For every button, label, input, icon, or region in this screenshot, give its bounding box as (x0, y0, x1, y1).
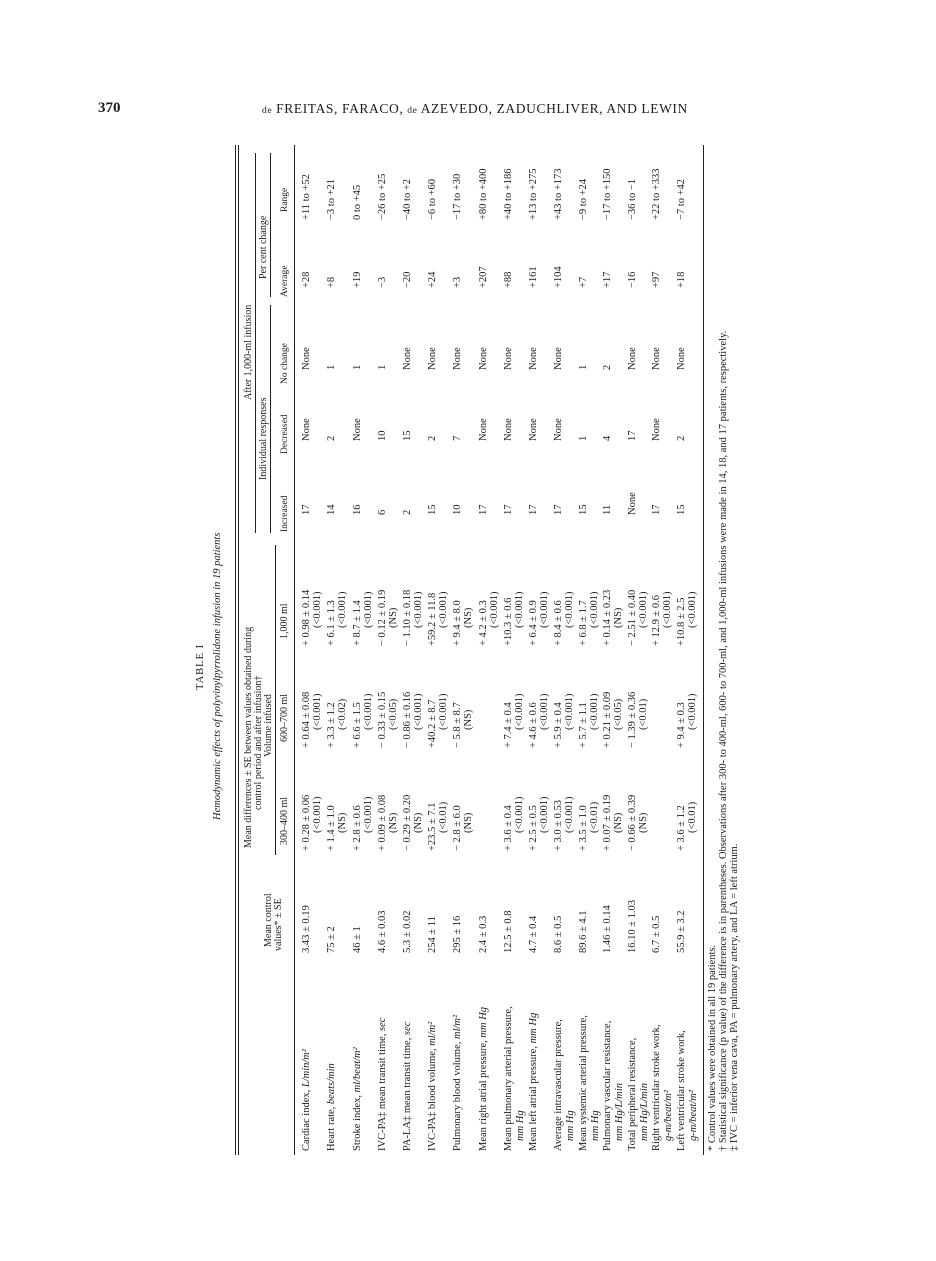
running-head-part: de (407, 106, 418, 116)
vol-300-cell: − 2.8 ± 6.0 (452, 805, 463, 851)
range-cell: +11 to +52 (301, 174, 312, 220)
decreased-header: Decreased (280, 414, 290, 454)
decreased-cell: None (651, 418, 662, 441)
average-cell: +24 (427, 271, 438, 288)
row-unit: ml/m² (427, 1021, 438, 1046)
decreased-cell: 1 (578, 435, 589, 441)
per-cent-change-header: Per cent change (258, 215, 269, 279)
decreased-cell: 2 (427, 435, 438, 441)
row-label-text: Left ventricular stroke work, (676, 1030, 687, 1151)
vol-300-cell: + 2.5 ± 0.5 (528, 805, 539, 851)
p-value-cell: (<0.001) (638, 591, 649, 628)
average-cell: +104 (553, 266, 564, 288)
increased-cell: 6 (377, 509, 388, 515)
row-unit: g-m/beat/m² (688, 1090, 699, 1141)
increased-cell: 2 (402, 509, 413, 515)
p-value-cell: (<0.001) (363, 796, 374, 833)
row-label-text: Heart rate, (326, 1104, 337, 1151)
no-change-cell: None (427, 347, 438, 370)
vol-300-header: 300–400 ml (279, 796, 290, 845)
row-label (578, 1015, 602, 1151)
control-cell: 295 ± 16 (452, 915, 463, 953)
p-value-cell: (<0.001) (687, 591, 698, 628)
average-cell: +97 (651, 271, 662, 288)
increased-cell: 17 (478, 504, 489, 515)
running-head (262, 101, 688, 117)
p-value-cell: (<0.05) (388, 698, 399, 730)
row-label-text: PA-LA‡ mean transit time, (402, 1035, 413, 1151)
table-label: TABLE I (195, 643, 206, 690)
row-unit: mm Hg/L/min (614, 1082, 625, 1141)
per-cent-rule (270, 153, 271, 297)
vol-300-cell: − 0.29 ± 0.20 (402, 794, 413, 851)
p-value-cell: (NS) (388, 607, 399, 628)
decreased-cell: None (478, 418, 489, 441)
decreased-cell: 7 (452, 435, 463, 441)
control-cell: 46 ± 1 (352, 926, 363, 953)
increased-header: Increased (280, 495, 290, 532)
no-change-cell: 1 (352, 364, 363, 370)
average-cell: +3 (452, 276, 463, 288)
mean-control-header-2: values* ± SE (273, 898, 284, 951)
no-change-cell: None (676, 347, 687, 370)
average-cell: +7 (578, 276, 589, 288)
vol-1000-cell: +59.2 ± 11.8 (427, 592, 438, 646)
vol-600-cell: − 0.33 ± 0.15 (377, 691, 388, 748)
p-value-cell: (<0.001) (363, 591, 374, 628)
vol-1000-cell: +10.3 ± 0.6 (503, 597, 514, 646)
row-label (452, 1015, 464, 1151)
row-unit: mm Hg (515, 1110, 526, 1141)
mean-control-header-1: Mean control (263, 893, 274, 947)
vol-1000-cell: + 6.4 ± 0.9 (528, 600, 539, 646)
p-value-cell: (<0.001) (514, 693, 525, 730)
p-value-cell: (<0.001) (514, 591, 525, 628)
p-value-cell: (NS) (388, 812, 399, 833)
vol-600-cell: + 7.4 ± 0.4 (503, 702, 514, 748)
range-header: Range (280, 187, 290, 212)
row-label (478, 1007, 490, 1151)
individual-responses-header: Individual responses (258, 397, 269, 480)
p-value-cell: (<0.001) (564, 591, 575, 628)
p-value-cell: (NS) (613, 812, 624, 833)
table-title: Hemodynamic effects of polyvinylpyrrolidone infusion in 19 patients (212, 532, 223, 820)
vol-300-cell: + 3.6 ± 1.2 (676, 805, 687, 851)
row-label (528, 1013, 540, 1151)
running-head-part: AZEVEDO, ZADUCHLIVER, AND LEWIN (417, 101, 688, 116)
increased-cell: 14 (326, 504, 337, 515)
row-unit: mm Hg (478, 1006, 489, 1038)
p-value-cell: (<0.001) (564, 796, 575, 833)
increased-cell: 17 (528, 504, 539, 515)
vol-600-cell: − 1.39 ± 0.36 (627, 691, 638, 748)
decreased-cell: None (553, 418, 564, 441)
row-unit: mm Hg (528, 1012, 539, 1044)
p-value-cell: (<0.001) (539, 591, 550, 628)
vol-300-cell: + 0.28 ± 0.06 (301, 794, 312, 851)
vol-1000-cell: + 8.7 ± 1.4 (352, 600, 363, 646)
no-change-header: No change (280, 343, 290, 384)
row-label (503, 1006, 527, 1151)
p-value-cell: (<0.001) (413, 693, 424, 730)
p-value-cell: (<0.01) (589, 801, 600, 833)
p-value-cell: (<0.001) (438, 591, 449, 628)
control-cell: 254 ± 11 (427, 916, 438, 953)
range-cell: −36 to −1 (627, 178, 638, 220)
vol-600-cell: +40.2 ± 8.7 (427, 699, 438, 748)
no-change-cell: 2 (602, 364, 613, 370)
row-label-text: Mean right atrial pressure, (478, 1037, 489, 1151)
average-cell: +17 (602, 271, 613, 288)
vol-600-cell: − 0.86 ± 0.16 (402, 691, 413, 748)
decreased-cell: None (503, 418, 514, 441)
row-label (377, 1018, 389, 1151)
average-cell: +19 (352, 271, 363, 288)
average-cell: +161 (528, 266, 539, 288)
decreased-cell: 2 (326, 435, 337, 441)
range-cell: +13 to +275 (528, 168, 539, 220)
volume-rule (275, 545, 276, 855)
row-label-text: Pulmonary blood volume, (452, 1039, 463, 1151)
row-unit: mm Hg/L/min (639, 1082, 650, 1141)
range-cell: −40 to +2 (402, 178, 413, 220)
volume-infused-header: Volume infused (263, 694, 274, 757)
p-value-cell: (NS) (463, 812, 474, 833)
vol-300-cell: + 0.07 ± 0.19 (602, 794, 613, 851)
footnote-1: * Control values were obtained in all 19 patients. (707, 944, 718, 1151)
average-cell: −3 (377, 276, 388, 288)
vol-600-cell: + 0.64 ± 0.08 (301, 691, 312, 748)
top-double-rule (235, 145, 239, 1155)
vol-600-cell: − 5.8 ± 8.7 (452, 702, 463, 748)
rotated-table (195, 145, 755, 1155)
increased-cell: None (627, 492, 638, 515)
vol-300-cell: + 3.5 ± 1.0 (578, 805, 589, 851)
row-label (352, 1047, 364, 1151)
decreased-cell: None (301, 418, 312, 441)
p-value-cell: (<0.001) (413, 591, 424, 628)
row-label (553, 1019, 577, 1151)
p-value-cell: (<0.001) (589, 693, 600, 730)
no-change-cell: None (478, 347, 489, 370)
row-label-text: Mean pulmonary arterial pressure, (503, 1006, 514, 1151)
vol-300-cell: − 0.66 ± 0.39 (627, 794, 638, 851)
control-cell: 12.5 ± 0.8 (503, 910, 514, 953)
row-label-text: IVC-PA‡ blood volume, (427, 1045, 438, 1151)
row-label-text: Pulmonary vascular resistance, (602, 1020, 613, 1151)
decreased-cell: 10 (377, 430, 388, 441)
range-cell: −17 to +30 (452, 173, 463, 220)
p-value-cell: (NS) (463, 607, 474, 628)
row-label (627, 1038, 651, 1151)
vol-600-cell: + 9.4 ± 0.3 (676, 702, 687, 748)
range-cell: +80 to +400 (478, 168, 489, 220)
p-value-cell: (NS) (463, 709, 474, 730)
control-cell: 2.4 ± 0.3 (478, 915, 489, 953)
vol-600-cell: + 6.6 ± 1.5 (352, 702, 363, 748)
vol-1000-cell: +10.8 ± 2.5 (676, 597, 687, 646)
vol-300-cell: + 2.8 ± 0.6 (352, 805, 363, 851)
vol-300-cell: +23.5 ± 7.1 (427, 802, 438, 851)
row-label (602, 1021, 626, 1151)
increased-cell: 17 (553, 504, 564, 515)
row-unit: mm Hg (590, 1110, 601, 1141)
row-unit: g-m/beat/m² (663, 1090, 674, 1141)
row-label (427, 1022, 439, 1151)
p-value-cell: (NS) (337, 812, 348, 833)
control-cell: 8.6 ± 0.5 (553, 915, 564, 953)
increased-cell: 11 (602, 504, 613, 515)
row-label (676, 1030, 700, 1151)
vol-600-cell: + 3.3 ± 1.2 (326, 702, 337, 748)
decreased-cell: 17 (627, 430, 638, 441)
footnote-3: ‡ IVC = inferior vena cava, PA = pulmonary artery, and LA = left atrium. (729, 843, 740, 1151)
row-unit: L/min/m² (301, 1048, 312, 1088)
vol-300-cell: + 1.4 ± 1.0 (326, 805, 337, 851)
row-label-text: Cardiac index, (301, 1087, 312, 1151)
average-cell: +88 (503, 271, 514, 288)
decreased-cell: None (352, 418, 363, 441)
increased-cell: 15 (676, 504, 687, 515)
vol-300-cell: + 3.0 ± 0.53 (553, 799, 564, 851)
increased-cell: 17 (301, 504, 312, 515)
range-cell: 0 to +45 (352, 184, 363, 220)
p-value-cell: (<0.001) (539, 693, 550, 730)
p-value-cell: (<0.001) (438, 693, 449, 730)
control-cell: 55.9 ± 3.2 (676, 910, 687, 953)
range-cell: −26 to +25 (377, 173, 388, 220)
range-cell: −7 to +42 (676, 178, 687, 220)
vol-1000-cell: − 1.10 ± 0.18 (402, 589, 413, 646)
vol-1000-header: 1,000 ml (279, 603, 290, 639)
bottom-rule (703, 145, 704, 1155)
vol-600-cell: + 4.6 ± 0.6 (528, 702, 539, 748)
row-unit: beats/min (326, 1063, 337, 1105)
vol-1000-cell: + 12.9 ± 0.6 (651, 594, 662, 646)
p-value-cell: (<0.001) (363, 693, 374, 730)
decreased-cell: None (528, 418, 539, 441)
increased-cell: 16 (352, 504, 363, 515)
vol-600-cell: + 5.7 ± 1.1 (578, 702, 589, 748)
range-cell: −3 to +21 (326, 178, 337, 220)
range-cell: −17 to +150 (602, 168, 613, 220)
p-value-cell: (<0.001) (514, 796, 525, 833)
row-label-text: Total peripheral resistance, (627, 1037, 638, 1151)
p-value-cell: (<0.001) (539, 796, 550, 833)
range-cell: +43 to +173 (553, 168, 564, 220)
no-change-cell: 1 (377, 364, 388, 370)
vol-1000-cell: + 6.1 ± 1.3 (326, 600, 337, 646)
vol-1000-cell: + 0.14 ± 0.23 (602, 589, 613, 646)
page-number: 370 (98, 100, 121, 116)
vol-1000-cell: + 4.2 ± 0.3 (478, 600, 489, 646)
row-label-text: Mean left atrial pressure, (528, 1043, 539, 1151)
no-change-cell: None (503, 347, 514, 370)
no-change-cell: 1 (578, 364, 589, 370)
increased-cell: 15 (427, 504, 438, 515)
p-value-cell: (<0.02) (337, 698, 348, 730)
running-head-part: FREITAS, FARACO, (272, 101, 408, 116)
p-value-cell: (<0.001) (312, 693, 323, 730)
average-cell: −16 (627, 271, 638, 288)
control-cell: 89.6 ± 4.1 (578, 910, 589, 953)
row-label (651, 1024, 675, 1151)
control-cell: 4.6 ± 0.03 (377, 910, 388, 953)
control-cell: 75 ± 2 (326, 926, 337, 953)
no-change-cell: None (452, 347, 463, 370)
no-change-cell: None (402, 347, 413, 370)
p-value-cell: (<0.05) (613, 698, 624, 730)
control-cell: 1.46 ± 0.14 (602, 905, 613, 953)
vol-600-cell: + 0.21 ± 0.09 (602, 691, 613, 748)
vol-1000-cell: + 9.4 ± 8.0 (452, 600, 463, 646)
individual-rule (270, 305, 271, 533)
average-cell: −20 (402, 271, 413, 288)
vol-1000-cell: + 8.4 ± 0.6 (553, 600, 564, 646)
average-cell: +207 (478, 266, 489, 288)
row-label (326, 1063, 338, 1151)
p-value-cell: (<0.001) (589, 591, 600, 628)
row-label-text: Stroke index, (352, 1092, 363, 1151)
average-header: Average (280, 265, 290, 297)
p-value-cell: (<0.001) (564, 693, 575, 730)
p-value-cell: (<0.001) (337, 591, 348, 628)
vol-1000-cell: − 0.12 ± 0.19 (377, 589, 388, 646)
average-cell: +8 (326, 276, 337, 288)
vol-1000-cell: + 6.8 ± 1.7 (578, 600, 589, 646)
p-value-cell: (<0.01) (638, 698, 649, 730)
p-value-cell: (<0.001) (312, 591, 323, 628)
control-cell: 3.43 ± 0.19 (301, 905, 312, 953)
vol-600-cell: + 5.9 ± 0.4 (553, 702, 564, 748)
row-label (402, 1022, 414, 1151)
row-label-text: IVC-PA‡ mean transit time, (377, 1030, 388, 1151)
row-unit: ml/beat/m² (352, 1047, 363, 1093)
decreased-cell: 15 (402, 430, 413, 441)
vol-1000-cell: + 0.98 ± 0.14 (301, 589, 312, 646)
control-cell: 6.7 ± 0.5 (651, 915, 662, 953)
footnote-2: † Statistical significance (p value) of the difference is in parentheses. Observations after 300- to 400-ml, 600- to 700-ml, and 1,000-ml infusions were made in 14, 18, and 17 patients, respectively. (718, 330, 729, 1151)
p-value-cell: (NS) (613, 607, 624, 628)
range-cell: −9 to +24 (578, 178, 589, 220)
decreased-cell: 4 (602, 435, 613, 441)
row-unit: sec (377, 1017, 388, 1031)
control-cell: 5.3 ± 0.02 (402, 910, 413, 953)
increased-cell: 15 (578, 504, 589, 515)
no-change-cell: 1 (326, 364, 337, 370)
no-change-cell: None (651, 347, 662, 370)
range-cell: −6 to +60 (427, 178, 438, 220)
p-value-cell: (<0.001) (687, 693, 698, 730)
p-value-cell: (<0.01) (438, 801, 449, 833)
p-value-cell: (<0.001) (662, 591, 673, 628)
no-change-cell: None (627, 347, 638, 370)
row-label-text: Mean systemic arterial pressure, (578, 1015, 589, 1151)
after-1000-rule (255, 153, 256, 533)
p-value-cell: (NS) (638, 812, 649, 833)
range-cell: +40 to +186 (503, 168, 514, 220)
average-cell: +28 (301, 271, 312, 288)
p-value-cell: (NS) (413, 812, 424, 833)
after-1000-header: After 1,000-ml infusion (243, 304, 254, 400)
header-bottom-rule (294, 145, 295, 1155)
vol-300-cell: + 0.09 ± 0.08 (377, 794, 388, 851)
increased-cell: 10 (452, 504, 463, 515)
mean-diff-header-1: Mean differences ± SE between values obtained during (243, 626, 254, 848)
no-change-cell: None (528, 347, 539, 370)
no-change-cell: None (553, 347, 564, 370)
mean-diff-header-2: control period and after infusion† (253, 675, 264, 810)
running-head-part: de (262, 106, 273, 116)
vol-300-cell: + 3.6 ± 0.4 (503, 805, 514, 851)
control-cell: 4.7 ± 0.4 (528, 915, 539, 953)
row-label-text: Average intravascular pressure, (553, 1019, 564, 1151)
vol-600-header: 600–700 ml (279, 693, 290, 742)
decreased-cell: 2 (676, 435, 687, 441)
average-cell: +18 (676, 271, 687, 288)
vol-1000-cell: − 2.51 ± 0.40 (627, 589, 638, 646)
row-unit: sec (402, 1021, 413, 1036)
row-label-text: Right ventricular stroke work, (651, 1024, 662, 1151)
p-value-cell: (<0.001) (312, 796, 323, 833)
row-label (301, 1049, 313, 1151)
increased-cell: 17 (503, 504, 514, 515)
range-cell: +22 to +333 (651, 168, 662, 220)
p-value-cell: (<0.001) (489, 591, 500, 628)
row-unit: ml/m² (452, 1014, 463, 1039)
increased-cell: 17 (651, 504, 662, 515)
control-cell: 16.10 ± 1.03 (627, 899, 638, 953)
row-unit: mm Hg (565, 1110, 576, 1141)
no-change-cell: None (301, 347, 312, 370)
p-value-cell: (<0.01) (687, 801, 698, 833)
